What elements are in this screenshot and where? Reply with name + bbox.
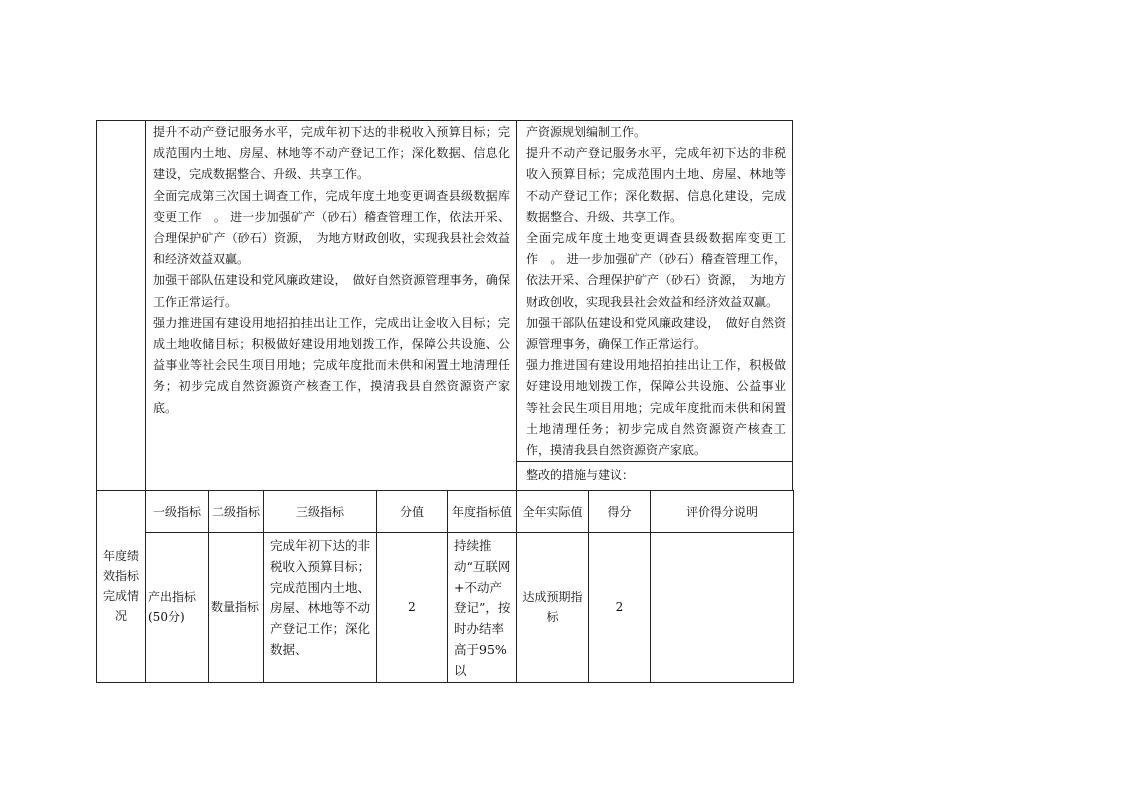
header-score: 得分 (589, 491, 651, 533)
row-header-annual-performance: 年度绩效指标完成情况 (97, 491, 146, 683)
goal-paragraph: 加强干部队伍建设和党风廉政建设， 做好自然资源管理事务，确保工作正常运行。 (153, 273, 510, 309)
table-row (97, 533, 794, 683)
completion-text (517, 121, 792, 460)
work-plan-section (96, 120, 793, 490)
completion-paragraph: 产资源规划编制工作。 (526, 125, 647, 139)
planned-goals-cell (146, 121, 517, 490)
header-level2: 二级指标 (209, 491, 264, 533)
cell-level2: 数量指标 (209, 533, 264, 683)
header-level3: 三级指标 (264, 491, 377, 533)
completion-paragraph: 加强干部队伍建设和党风廉政建设， 做好自然资源管理事务，确保工作正常运行。 (526, 315, 786, 352)
actual-completion-cell (517, 121, 792, 490)
header-level1: 一级指标 (146, 491, 209, 533)
table-header-row (97, 491, 794, 533)
header-annual-target: 年度指标值 (448, 491, 517, 533)
blank-label-cell (97, 121, 146, 490)
cell-level1: 产出指标(50分) (146, 533, 209, 683)
cell-actual-value: 达成预期指标 (517, 533, 589, 683)
completion-paragraph: 提升不动产登记服务水平，完成年初下达的非税收入预算目标；完成范围内土地、房屋、林地等不动产登记工作；深化数据、信息化建设，完成数据整合、升级、共享工作。 (526, 146, 786, 224)
completion-paragraph: 强力推进国有建设用地招拍挂出让工作，积极做好建设用地划拨工作，保障公共设施、公益事业等社会民生项目用地；完成年度批而未供和闲置土地清理任务；初步完成自然资源资产核查工作，摸清我县自然资源资产家底。 (526, 358, 786, 458)
header-actual-value: 全年实际值 (517, 491, 589, 533)
rectification-label: 整改的措施与建议： (517, 461, 792, 491)
header-score-value: 分值 (377, 491, 448, 533)
header-notes: 评价得分说明 (651, 491, 794, 533)
cell-annual-target: 持续推动“互联网+不动产登记”，按时办结率高于95%以 (448, 533, 517, 683)
completion-paragraph: 全面完成年度土地变更调查县级数据库变更工作 。 进一步加强矿产（砂石）稽查管理工作，依法开采、合理保护矿产（砂石）资源， 为地方财政创收，实现我县社会效益和经济效益双赢。 (526, 231, 786, 309)
performance-metrics-table (96, 490, 794, 683)
cell-level3: 完成年初下达的非税收入预算目标；完成范围内土地、房屋、林地等不动产登记工作；深化数据、 (264, 533, 377, 683)
cell-score: 2 (589, 533, 651, 683)
goal-paragraph: 强力推进国有建设用地招拍挂出让工作，完成出让金收入目标；完成土地收储目标；积极做好建设用地划拨工作，保障公共设施、公益事业等社会民生项目用地；完成年度批而未供和闲置土地清理任务；初步完成自然资源资产核查工作，摸清我县自然资源资产家底。 (153, 315, 510, 415)
cell-score-value: 2 (377, 533, 448, 683)
goal-paragraph: 提升不动产登记服务水平，完成年初下达的非税收入预算目标；完成范围内土地、房屋、林地等不动产登记工作；深化数据、信息化建设，完成数据整合、升级、共享工作。 (153, 125, 510, 182)
cell-notes (651, 533, 794, 683)
goal-paragraph: 全面完成第三次国土调查工作，完成年度土地变更调查县级数据库变更工作 。 进一步加强矿产（砂石）稽查管理工作，依法开采、合理保护矿产（砂石）资源， 为地方财政创收，实现我县社会效益和经济效益双赢。 (153, 188, 510, 267)
